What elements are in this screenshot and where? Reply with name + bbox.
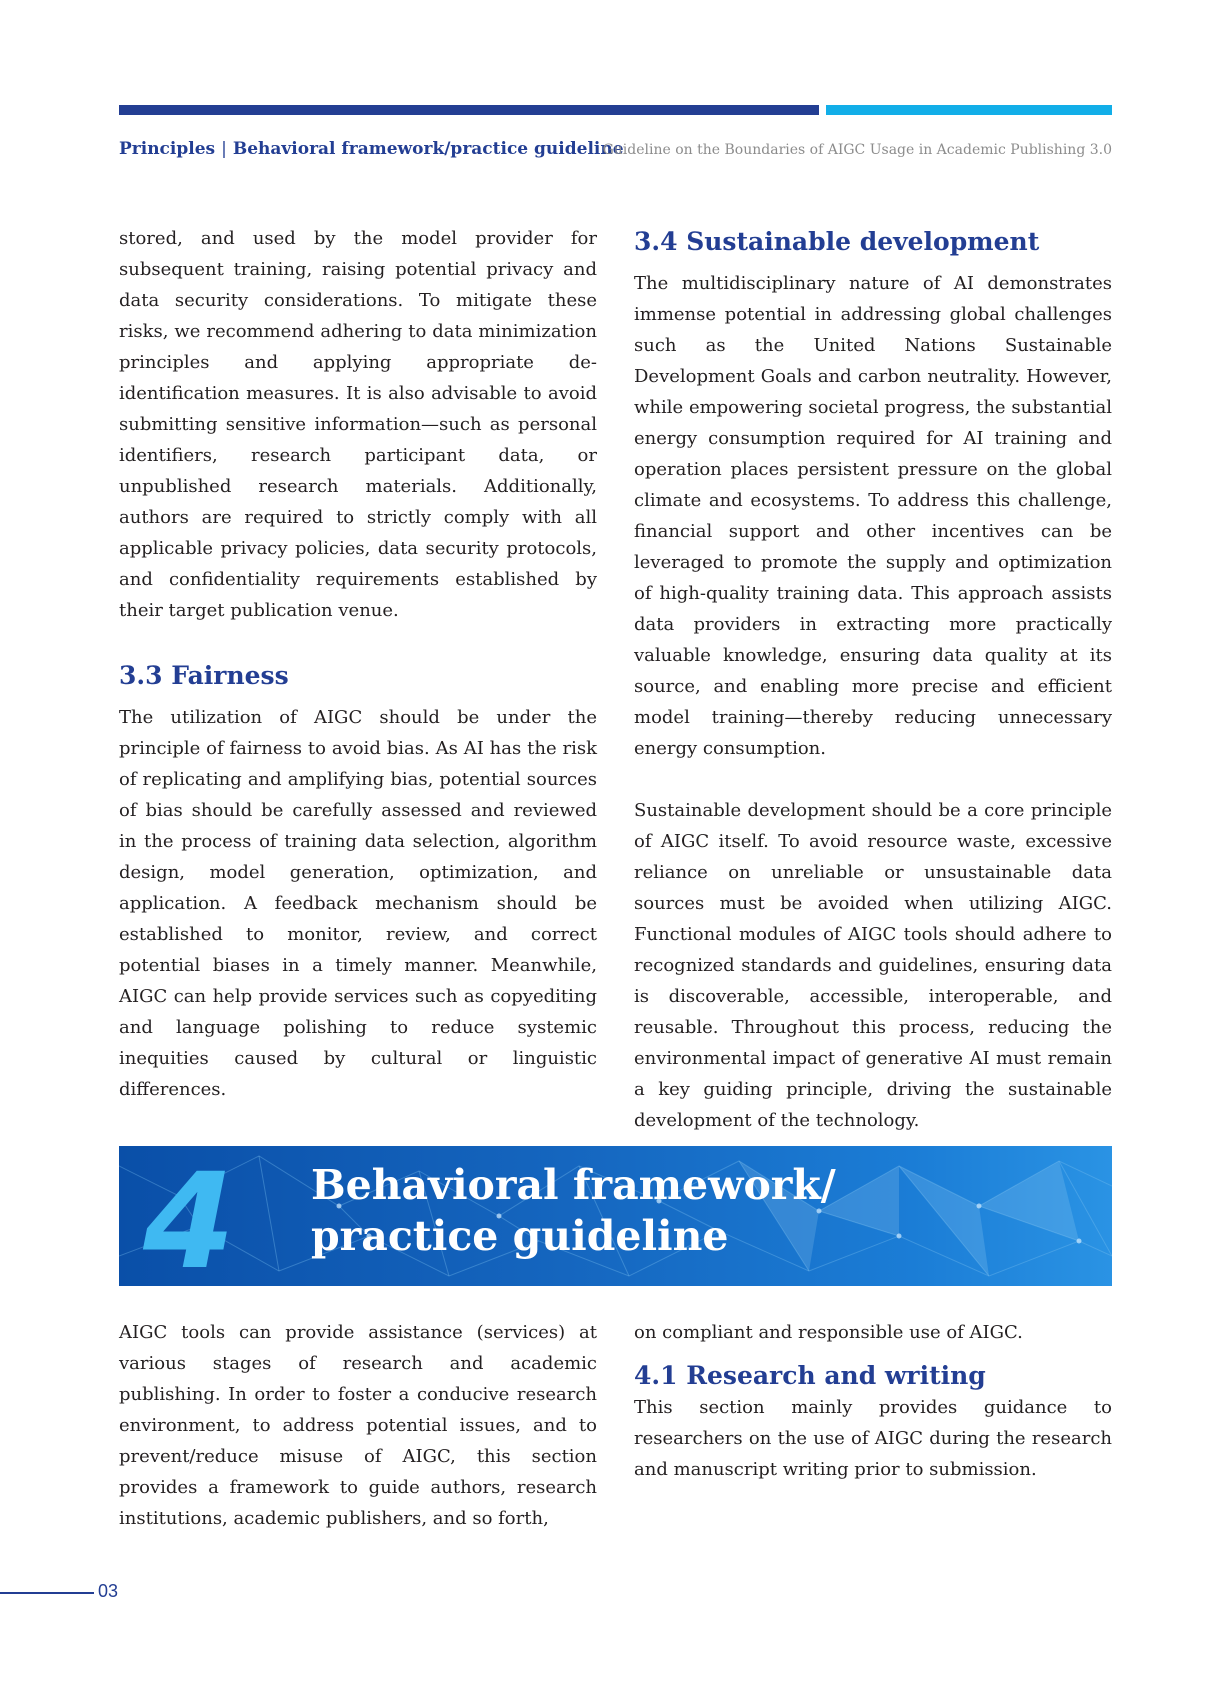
header-subsection-label: Behavioral framework/practice guideline: [232, 139, 624, 159]
sustainable-heading: 3.4 Sustainable development: [634, 227, 1040, 256]
chapter-title-line-2: practice guideline: [311, 1212, 729, 1260]
chapter-title-line-1: Behavioral framework/: [311, 1161, 836, 1209]
section4-intro: AIGC tools can provide assistance (services) at various stages of research and academic publishing. In order to foster a conducive research environment, to address potential issues, and to prevent/reduce misuse of AIGC, this section provides a framework to guide authors, research institutions, academic publishers, and so forth,: [119, 1322, 597, 1529]
sustainable-paragraph-2: Sustainable development should be a core principle of AIGC itself. To avoid resource waste, excessive reliance on unreliable or unsustainable data sources must be avoided when utilizing AIGC. Functional modules of AIGC tools should adhere to recognized standards and guidelines, ensuring data is discoverable, accessible, interoperable, and reusable. Throughout this process, reducing the environmental impact of generative AI must remain a key guiding principle, driving the sustainable development of the technology.: [634, 800, 1112, 1131]
header-rule-dark: [119, 105, 819, 115]
chapter-banner: [119, 1146, 1112, 1286]
header-separator: |: [221, 139, 227, 159]
sustainable-paragraph-1: The multidisciplinary nature of AI demonstrates immense potential in addressing global challenges such as the United Nations Sustainable Development Goals and carbon neutrality. However, while empowering societal progress, the substantial energy consumption required for AI training and operation places persistent pressure on the global climate and ecosystems. To address this challenge, financial support and other incentives can be leveraged to promote the supply and optimization of high-quality training data. This approach assists data providers in extracting more practically valuable knowledge, ensuring data quality at its source, and enabling more precise and efficient model training—thereby reducing unnecessary energy consumption.: [634, 273, 1112, 759]
header-rule-light: [826, 105, 1112, 115]
running-header-section: [119, 139, 624, 159]
research-paragraph: This section mainly provides guidance to researchers on the use of AIGC during the research and manuscript writing prior to submission.: [634, 1397, 1112, 1480]
footer-rule: [0, 1592, 94, 1594]
fairness-paragraph: The utilization of AIGC should be under the principle of fairness to avoid bias. As AI has the risk of replicating and amplifying bias, potential sources of bias should be carefully assessed and reviewed in the process of training data selection, algorithm design, model generation, optimization, and application. A feedback mechanism should be established to monitor, review, and correct potential biases in a timely manner. Meanwhile, AIGC can help provide services such as copyediting and language polishing to reduce systemic inequities caused by cultural or linguistic differences.: [119, 707, 597, 1100]
privacy-paragraph-continued: stored, and used by the model provider for subsequent training, raising potential privacy and data security considerations. To mitigate these risks, we recommend adhering to data minimization principles and applying appropriate de-identification measures. It is also advisable to avoid submitting sensitive information—such as personal identifiers, research participant data, or unpublished research materials. Additionally, authors are required to strictly comply with all applicable privacy policies, data security protocols, and confidentiality requirements established by their target publication venue.: [119, 228, 597, 621]
running-header-title: Guideline on the Boundaries of AIGC Usage in Academic Publishing 3.0: [602, 142, 1112, 158]
section4-intro-continued: on compliant and responsible use of AIGC.: [634, 1322, 1023, 1343]
header-section-label: Principles: [119, 139, 216, 159]
section4-left-column: [119, 1317, 597, 1534]
chapter-number: 4: [143, 1146, 235, 1286]
page-number: 03: [98, 1581, 119, 1601]
chapter-title: [311, 1160, 836, 1262]
right-column-upper: [634, 226, 1112, 1136]
fairness-heading: 3.3 Fairness: [119, 661, 289, 690]
left-column-upper: [119, 223, 597, 1105]
section4-right-column: [634, 1317, 1112, 1485]
research-heading: 4.1 Research and writing: [634, 1361, 986, 1390]
